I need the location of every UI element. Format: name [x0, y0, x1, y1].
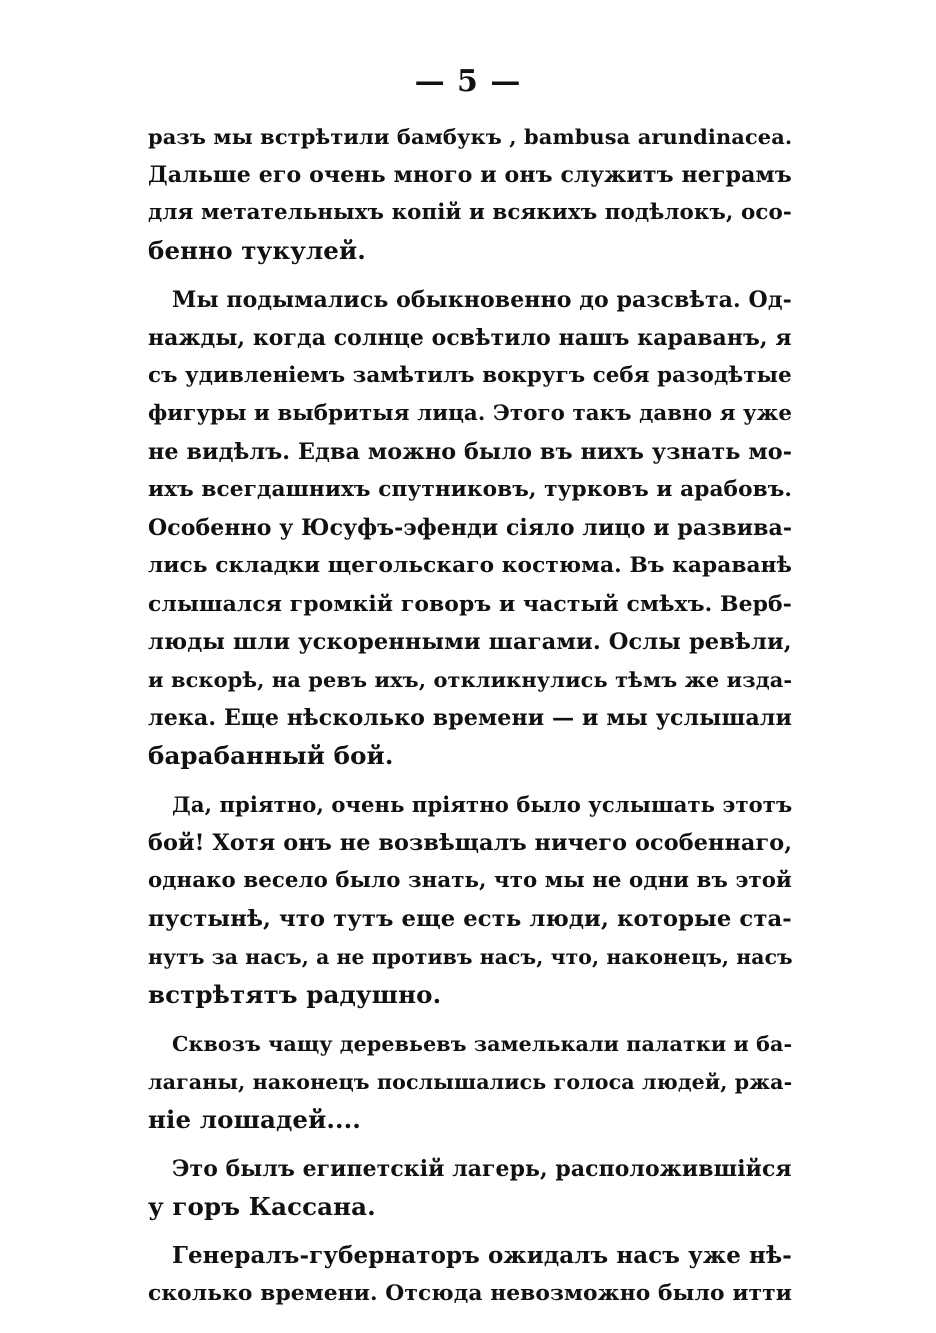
- text-line: для метательныхъ копій и всякихъ подѣлокъ, осо-: [148, 200, 792, 225]
- text-line: у горъ Кассана.: [148, 1192, 376, 1221]
- text-line: нутъ за насъ, а не противъ насъ, что, наконецъ, насъ: [148, 945, 793, 969]
- text-line: Сквозъ чащу деревьевъ замелькали палатки и ба-: [172, 1032, 793, 1056]
- paragraph-1: [148, 118, 791, 270]
- text-line: ихъ всегдашнихъ спутниковъ, турковъ и арабовъ.: [148, 477, 792, 502]
- paragraph-4: [148, 1025, 791, 1139]
- text-line: лаганы, наконецъ послышались голоса людей, ржа-: [148, 1070, 793, 1094]
- text-line: нажды, когда солнце освѣтило нашъ караванъ, я: [148, 325, 792, 351]
- page-body-text: [148, 118, 791, 1324]
- text-line: Особенно у Юсуфъ-эфенди сіяло лицо и развива-: [148, 515, 793, 541]
- text-line: пустынѣ, что тутъ еще есть люди, которые ста-: [148, 906, 792, 932]
- text-line: Это былъ египетскій лагерь, расположившійся: [172, 1156, 792, 1182]
- text-line: слышался громкій говоръ и частый смѣхъ. Верб-: [148, 591, 792, 617]
- text-line: Да, пріятно, очень пріятно было услышать этотъ: [172, 792, 793, 817]
- text-line: бенно тукулей.: [148, 236, 366, 265]
- text-line: разъ мы встрѣтили бамбукъ , bambusa arundinacea.: [148, 124, 793, 149]
- text-line: не видѣлъ. Едва можно было въ нихъ узнать мо-: [148, 439, 793, 465]
- text-line: Дальше его очень много и онъ служитъ неграмъ: [148, 162, 792, 188]
- page-number: — 5 —: [414, 64, 522, 99]
- text-line: лись складки щегольскаго костюма. Въ караванѣ: [148, 553, 792, 578]
- text-line: лека. Еще нѣсколько времени — и мы услышали: [148, 705, 792, 731]
- paragraph-5: [148, 1150, 791, 1226]
- paragraph-6: [148, 1237, 791, 1313]
- text-line: фигуры и выбритыя лица. Этого такъ давно я уже: [148, 401, 793, 426]
- text-line: съ удивленіемъ замѣтилъ вокругъ себя разодѣтые: [148, 363, 792, 388]
- text-line: Генералъ-губернаторъ ожидалъ насъ уже нѣ-: [172, 1242, 792, 1269]
- text-line: люды шли ускоренными шагами. Ослы ревѣли,: [148, 629, 792, 655]
- text-line: сколько времени. Отсюда невозможно было итти: [148, 1281, 792, 1306]
- text-line: бой! Хотя онъ не возвѣщалъ ничего особеннаго,: [148, 830, 793, 856]
- text-line: ніе лошадей....: [148, 1105, 361, 1134]
- text-line: Мы подымались обыкновенно до разсвѣта. Од-: [172, 287, 792, 313]
- paragraph-3: [148, 786, 791, 1014]
- text-line: и вскорѣ, на ревъ ихъ, откликнулись тѣмъ же изда-: [148, 667, 793, 692]
- paragraph-2: [148, 281, 791, 775]
- text-line: однако весело было знать, что мы не одни въ этой: [148, 868, 792, 893]
- text-line: встрѣтятъ радушно.: [148, 980, 442, 1009]
- text-line: барабанный бой.: [148, 741, 394, 770]
